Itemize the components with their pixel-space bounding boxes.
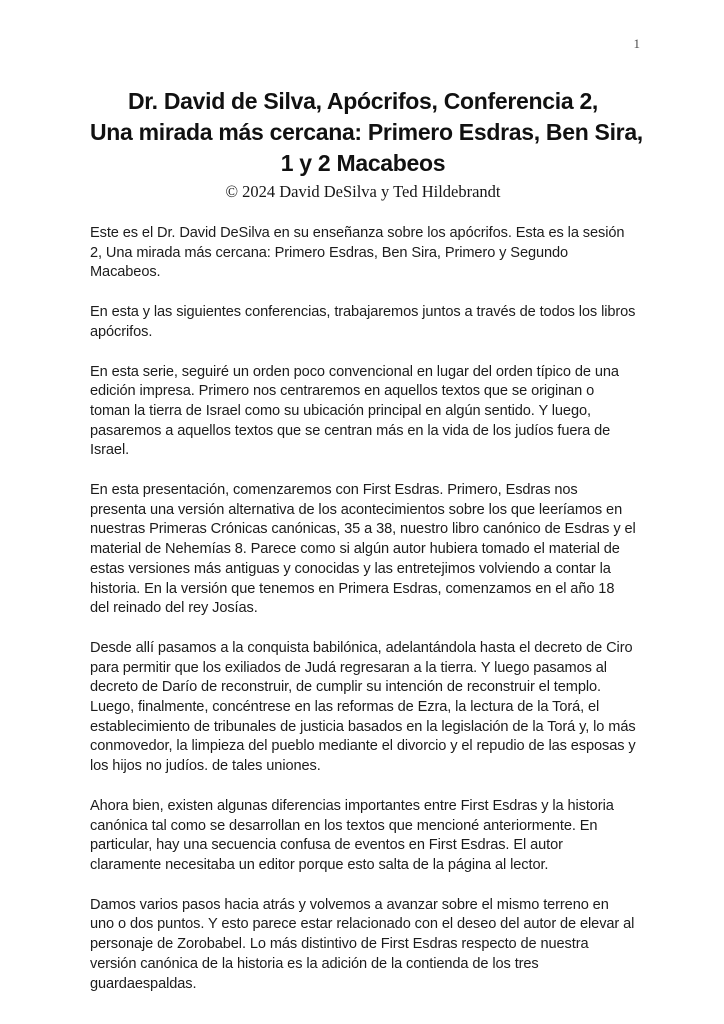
body-paragraphs (90, 224, 636, 994)
document-title (90, 86, 643, 179)
paragraph: Damos varios pasos hacia atrás y volvemos a avanzar sobre el mismo terreno en uno o dos puntos. Y esto parece estar relacionado con el deseo del autor de elevar al personaje de Zorobabel. Lo más distintivo de First Esdras respecto de nuestra versión canónica de la historia es la adición de la contienda de los tres guardaespaldas. (90, 896, 635, 992)
document-title-line: Una mirada más cercana: Primero Esdras, Ben Sira, (90, 119, 643, 145)
paragraph: Este es el Dr. David DeSilva en su enseñanza sobre los apócrifos. Esta es la sesión 2, Una mirada más cercana: Primero Esdras, Ben Sira, Primero y Segundo Macabeos. (90, 225, 625, 281)
paragraph: Desde allí pasamos a la conquista babilónica, adelantándola hasta el decreto de Ciro para permitir que los exiliados de Judá regresaran a la tierra. Y luego pasamos al decreto de Darío de reconstruir, de cumplir su intención de reconstruir el templo. Luego, finalmente, concéntrese en las reformas de Ezra, la lectura de la Torá, el establecimiento de tribunales de justicia basados en la legislación de la Torá y, lo más conmovedor, la limpieza del pueblo mediante el divorcio y el repudio de las esposas y los hijos no judíos. de tales uniones. (90, 639, 636, 775)
paragraph: En esta y las siguientes conferencias, trabajaremos juntos a través de todos los libros apócrifos. (90, 304, 636, 340)
copyright-line: © 2024 David DeSilva y Ted Hildebrandt (225, 182, 501, 201)
page-number: 1 (633, 36, 640, 51)
paragraph: En esta serie, seguiré un orden poco convencional en lugar del orden típico de una edición impresa. Primero nos centraremos en aquellos textos que se originan o toman la tierra de Israel como su ubicación principal en algún sentido. Y luego, pasaremos a aquellos textos que se centran más en la vida de los judíos fuera de Israel. (90, 363, 619, 459)
paragraph: Ahora bien, existen algunas diferencias importantes entre First Esdras y la historia canónica tal como se desarrollan en los textos que mencioné anteriormente. En particular, hay una secuencia confusa de eventos en First Esdras. El autor claramente necesitaba un editor porque esto salta de la página al lector. (90, 797, 614, 873)
paragraph: En esta presentación, comenzaremos con First Esdras. Primero, Esdras nos presenta una versión alternativa de los acontecimientos sobre los que leeríamos en nuestras Primeras Crónicas canónicas, 35 a 38, nuestro libro canónico de Esdras y el material de Nehemías 8. Parece como si algún autor hubiera tomado el material de estas versiones más antiguas y conocidas y las entretejimos volviendo a contar la historia. En la versión que tenemos en Primera Esdras, comenzamos en el año 18 del reinado del rey Josías. (90, 482, 636, 617)
document-title-line: 1 y 2 Macabeos (280, 150, 446, 176)
document-title-line: Dr. David de Silva, Apócrifos, Conferencia 2, (127, 88, 599, 114)
